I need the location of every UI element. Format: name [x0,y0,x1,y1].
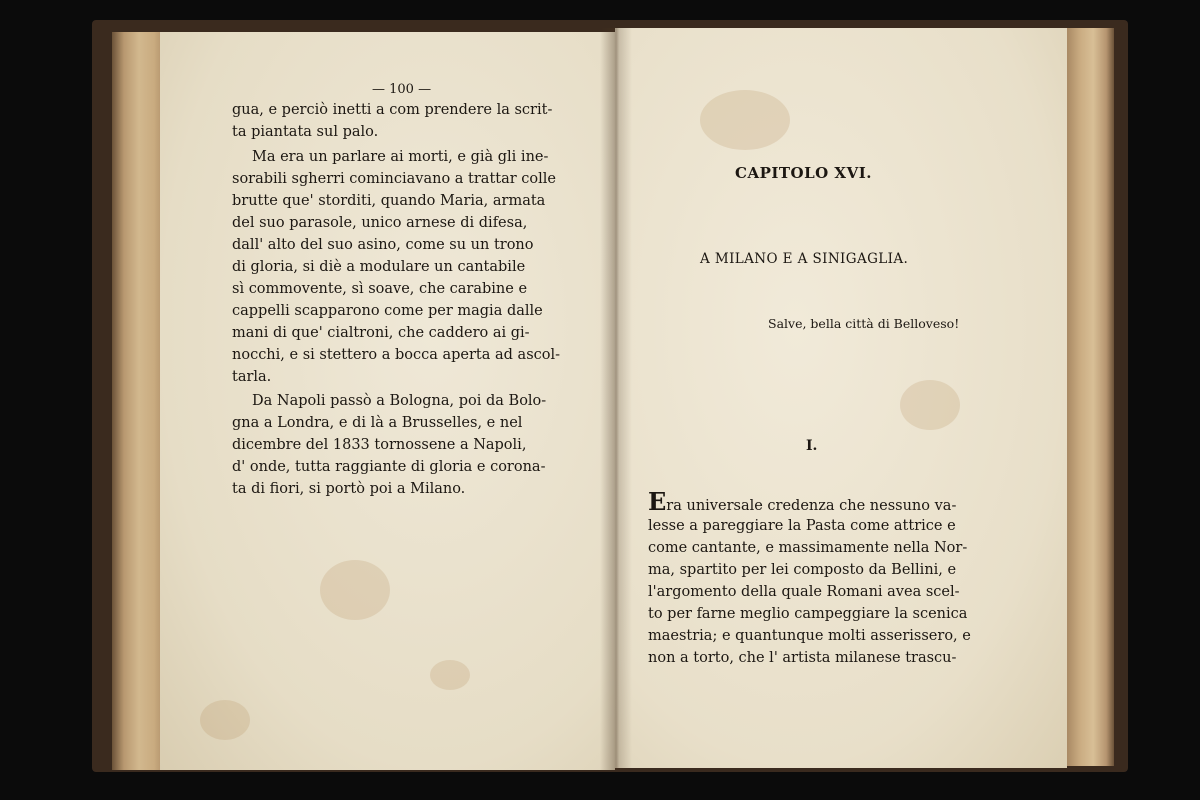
page-block-right [1062,28,1114,766]
text-line: lesse a pareggiare la Pasta come attrice e [648,518,956,534]
text-line: ta di fiori, si portò poi a Milano. [232,481,466,497]
chapter-heading: CAPITOLO XVI. [735,164,872,182]
text-line: Ma era un parlare ai morti, e già gli ine- [252,149,549,165]
text-line: maestria; e quantunque molti asserissero, e [648,628,971,644]
text-line: tarla. [232,369,272,385]
text-line: ma, spartito per lei composto da Bellini, e [648,562,957,578]
book-gutter [600,28,632,770]
text-line: gna a Londra, e di là a Brusselles, e nel [232,415,523,431]
text-line: come cantante, e massimamente nella Nor- [648,540,968,556]
text-line: sorabili sgherri cominciavano a trattar colle [232,171,556,187]
text-line: brutte que' storditi, quando Maria, armata [232,193,546,209]
foxing-stain [700,90,790,150]
foxing-stain [200,700,250,740]
text-line: cappelli scapparono come per magia dalle [232,303,543,319]
text-line: to per farne meglio campeggiare la scenica [648,606,968,622]
text-line: dall' alto del suo asino, come su un trono [232,237,534,253]
text-line: d' onde, tutta raggiante di gloria e corona- [232,459,546,475]
page-number: — 100 — [372,82,432,97]
foxing-stain [320,560,390,620]
text-line: Da Napoli passò a Bologna, poi da Bolo- [252,393,547,409]
foxing-stain [430,660,470,690]
text-line: dicembre del 1833 tornossene a Napoli, [232,437,527,453]
text-line: gua, e perciò inetti a com prendere la scrit- [232,102,553,118]
text-line: l'argomento della quale Romani avea scel- [648,584,960,600]
text-line: mani di que' cialtroni, che caddero ai gi- [232,325,530,341]
text-line-rest: ra universale credenza che nessuno va- [666,498,957,514]
text-line: ta piantata sul palo. [232,124,379,140]
text-line: nocchi, e si stettero a bocca aperta ad ascol- [232,347,561,363]
text-line: del suo parasole, unico arnese di difesa, [232,215,528,231]
text-line: di gloria, si diè a modulare un cantabile [232,259,526,275]
chapter-subtitle: A MILANO E A SINIGAGLIA. [700,251,909,267]
text-line: non a torto, che l' artista milanese trascu- [648,650,957,666]
foxing-stain [900,380,960,430]
section-number: I. [806,438,818,454]
drop-cap: E [648,487,667,516]
text-line [648,487,957,516]
epigraph: Salve, bella città di Belloveso! [768,316,960,331]
text-line: sì commovente, sì soave, che carabine e [232,281,528,297]
